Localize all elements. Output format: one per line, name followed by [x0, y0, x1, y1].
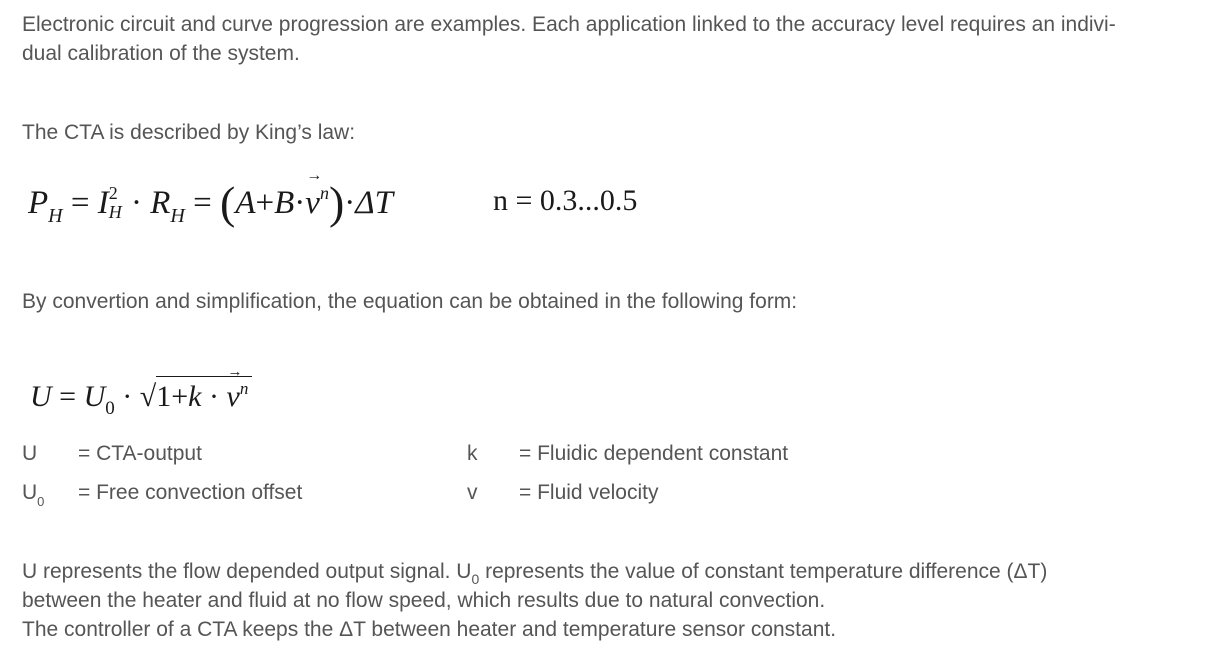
definition-desc-u0: = Free convection offset — [78, 481, 303, 504]
simplified-equation: $U = U_0 \cdot √1+k$ · → $v^n$ — [30, 376, 252, 414]
explanation-line-3: The controller of a CTA keeps the ΔT between heater and temperature sensor constant. — [22, 618, 837, 641]
definition-symbol-k: k — [467, 442, 478, 465]
intro-text-line-1: Electronic circuit and curve progression are examples. Each application linked to the accuracy level requires an indivi- — [22, 13, 1116, 36]
simplification-intro: By convertion and simplification, the equation can be obtained in the following form: — [22, 290, 798, 313]
exponent-range-equation: n = 0.3...0.5 — [493, 184, 638, 217]
definition-desc-u: = CTA-output — [78, 442, 202, 465]
kings-law-equation: $P_H = I$ 2 H · $R_H = (A+B\cdot\to v^n)\cdot\Delta T$ — [28, 176, 393, 229]
definition-symbol-v: v — [467, 481, 478, 504]
explanation-line-2: between the heater and fluid at no flow speed, which results due to natural convection. — [22, 589, 826, 612]
kings-law-intro: The CTA is described by King’s law: — [22, 121, 356, 144]
definition-symbol-u0: $U_0$ — [22, 481, 45, 509]
explanation-line-1: U represents the flow depended output signal. $U_0$ represents the value of constant temperature difference (ΔT) — [22, 560, 1048, 587]
definition-desc-v: = Fluid velocity — [519, 481, 659, 504]
intro-text-line-2: dual calibration of the system. — [22, 42, 300, 65]
definition-desc-k: = Fluidic dependent constant — [519, 442, 789, 465]
definition-symbol-u: U — [22, 442, 38, 465]
